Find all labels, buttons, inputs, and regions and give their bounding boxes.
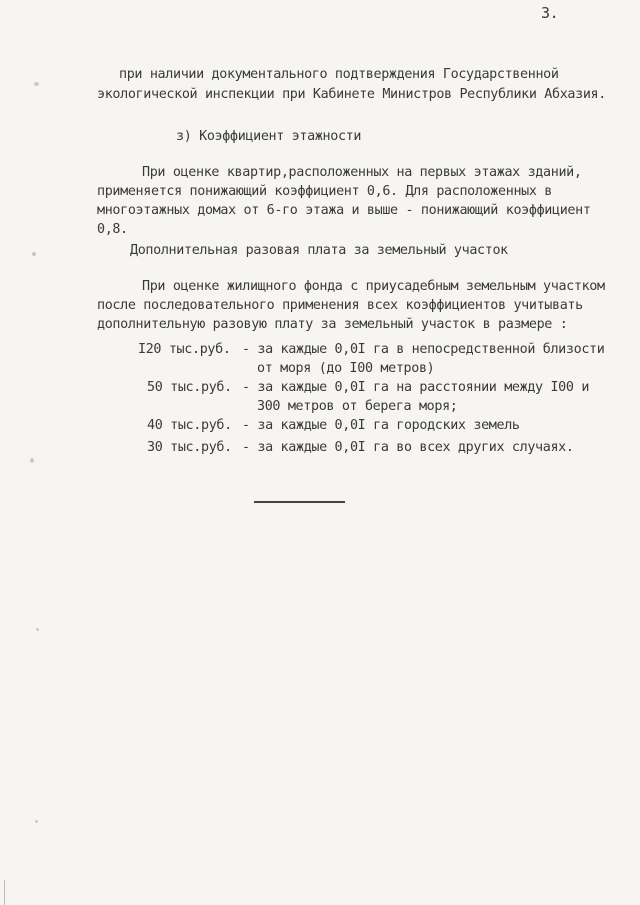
rate-amount: 50 тыс.руб.	[147, 380, 232, 395]
rate-text: - за каждые 0,0I га городских земель	[242, 418, 520, 433]
text-line: экологической инспекции при Кабинете Министров Республики Абхазия.	[97, 87, 606, 102]
scan-speck	[32, 252, 36, 256]
section-heading: Дополнительная разовая плата за земельный участок	[130, 243, 508, 258]
text-line: 0,8.	[97, 222, 128, 237]
text-line: после последовательного применения всех коэффициентов учитывать	[97, 298, 583, 313]
end-rule	[254, 501, 345, 503]
scan-speck	[30, 458, 34, 463]
text-line: При оценке квартир,расположенных на первых этажах зданий,	[142, 165, 582, 180]
rate-text: - за каждые 0,0I га в непосредственной близости	[242, 342, 605, 357]
text-line: многоэтажных домах от 6-го этажа и выше - понижающий коэффициент	[97, 203, 591, 218]
rate-text-cont: от моря (до I00 метров)	[257, 361, 435, 376]
rate-amount: I20 тыс.руб.	[138, 342, 231, 357]
rate-amount: 30 тыс.руб.	[147, 440, 232, 455]
text-line: дополнительную разовую плату за земельный участок в размере :	[97, 317, 568, 332]
text-line: При оценке жилищного фонда с приусадебным земельным участком	[142, 279, 605, 294]
rate-amount: 40 тыс.руб.	[147, 418, 232, 433]
text-line: при наличии документального подтверждения Государственной	[119, 67, 559, 82]
rate-text: - за каждые 0,0I га во всех других случаях.	[242, 440, 574, 455]
scan-speck	[35, 820, 38, 823]
rate-text-cont: 300 метров от берега моря;	[257, 399, 458, 414]
rate-text: - за каждые 0,0I га на расстоянии между I00 и	[242, 380, 590, 395]
page-number: 3.	[541, 4, 559, 22]
scan-speck	[34, 82, 39, 86]
section-heading: з) Коэффициент этажности	[176, 129, 362, 144]
scan-edge	[4, 880, 5, 905]
text-line: применяется понижающий коэффициент 0,6. Для расположенных в	[97, 184, 552, 199]
scan-speck	[36, 628, 39, 631]
